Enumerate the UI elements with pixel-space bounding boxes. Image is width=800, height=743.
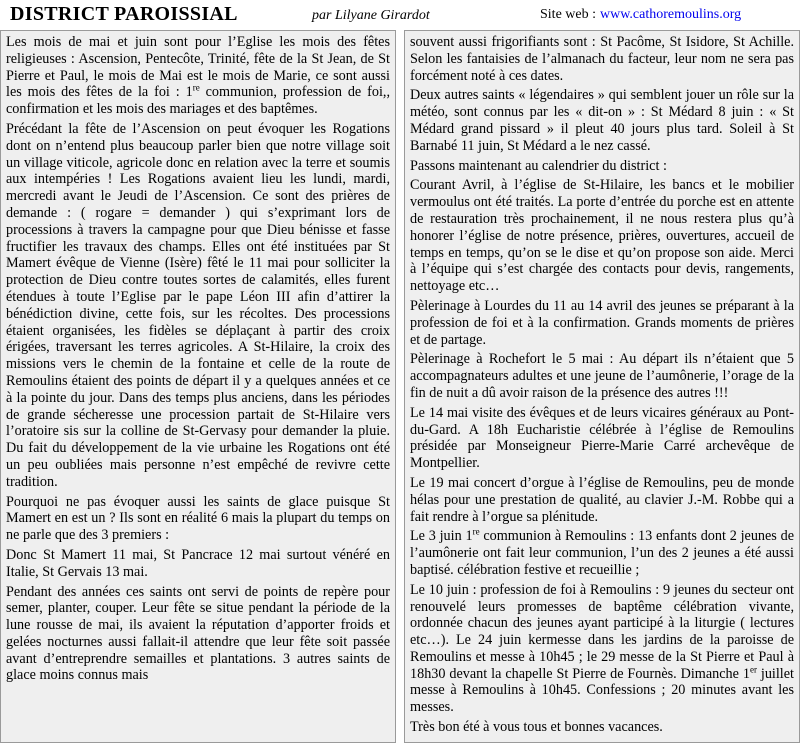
paragraph-text: Passons maintenant au calendrier du district : [410,157,667,174]
paragraph-text: souvent aussi frigorifiants sont : St Pacôme, St Isidore, St Achille. Selon les fantaisies de l’almanach du facteur, leur nom ne sera pas forcément noté à ces dates. [410,34,794,84]
paragraph-text: communion à Remoulins : 13 enfants dont 2 jeunes de l’aumônerie ont fait leur communion, l’un des 2 jeunes a été aussi baptisé. célébration festive et recueillie ; [410,528,794,578]
paragraph-text: Courant Avril, à l’église de St-Hilaire, les bancs et le mobilier vermoulus ont été traités. La porte d’entrée du porche est en attente de restauration très prochainement, il ne nous restera plus qu’à honorer l’église de notre présence, prières, ouvertures, accueil de temps en temps, qu’on se le dise et qu’on propose son aide. Merci à l’équipe qui s’est chargée des contacts pour devis, rangements, nettoyage etc… [410,177,794,295]
paragraph-text: Le 10 juin : profession de foi à Remoulins : 9 jeunes du secteur ont renouvelé leurs promesses de baptême célébration vivante, ordonnée chacun des jeunes ayant participé à la liturgie ( lectures etc…). Le 24 juin kermesse dans les jardins de la paroisse de Remoulins et messe à 10h45 ; le 29 messe de la St Pierre et Paul à 18h30 devant la chapelle St Pierre de Fournès. Dimanche 1 [410,581,794,682]
paragraph [6,34,390,118]
paragraph [6,121,390,491]
paragraph [410,351,794,401]
website-label: Site web : [540,7,596,22]
paragraph [6,547,390,581]
paragraph [410,298,794,348]
paragraph-text: Pèlerinage à Rochefort le 5 mai : Au départ ils n’étaient que 5 accompagnateurs adultes et une jeune de l’aumônerie, l’orage de la fin de nuit a dû avoir raison de la présence des autres !!! [410,351,794,401]
author-byline: par Lilyane Girardot [312,8,430,23]
paragraph-text: Pèlerinage à Lourdes du 11 au 14 avril des jeunes se préparant à la profession de foi et à la confirmation. Grands moments de prières et de partage. [410,297,794,348]
paragraph [410,719,794,736]
paragraph [6,584,390,685]
paragraph [410,87,794,154]
paragraph-text: Précédant la fête de l’Ascension on peut évoquer les Rogations dont on n’entend plus beaucoup parler bien que notre village soit un village viticole, agricole donc en relation avec la terre et soumis aux intempéries ! Les Rogations avaient lieu les lundi, mardi, mercredi avant le Jeudi de l’Ascension. Ce sont des prières de demande : ( rogare = demander ) qui s’exprimant lors de processions à travers la campagne pour que Dieu bénisse et fasse fructifier les travaux des champs. Elles ont été instituées par St Mamert évêque de Vienne (Isère) fêté le 11 mai pour solliciter la protection de Dieu contre toutes sortes de calamités, elles furent étendues à toute l’Eglise par le pape Léon III afin d’attirer la bénédiction divine, cette fois, sur les récoltes. Des processions étaient organisées, les fidèles se déplaçant à partir des croix érigées, traversant les terres agricoles. A St-Hilaire, la croix des missions vers le chemin de la fontaine et celle de la route de Remoulins étaient des points de départ il y a quelques années et ce à la pointe du jour. Dans des temps plus anciens, dans les périodes de grande sécheresse une procession partait de St-Hilaire vers l’oratoire sis sur la colline de St-Gervasy pour demander la pluie. Du fait du développement de la vie urbaine les Rogations ont été un peu oubliées mais personne n’est empêché de revivre cette tradition. [6,120,390,490]
website-line [540,7,741,23]
paragraph-text: Pourquoi ne pas évoquer aussi les saints de glace puisque St Mamert en est un ? Ils sont en réalité 6 mais la plupart du temps on ne parle que des 3 premiers : [6,493,390,544]
paragraph-text: Le 14 mai visite des évêques et de leurs vicaires généraux au Pont-du-Gard. A 18h Eucharistie célébrée à l’église de Remoulins présidée par Monseigneur Pierre-Marie Carré archevêque de Montpellier. [410,404,794,472]
ordinal-superscript: re [192,82,200,93]
paragraph-text: Très bon été à vous tous et bonnes vacances. [410,719,663,736]
left-column [0,30,396,743]
article-columns [0,30,800,743]
paragraph [410,475,794,525]
paragraph-text: Le 3 juin 1 [410,528,473,545]
ordinal-superscript: re [472,526,480,537]
website-link[interactable]: www.cathoremoulins.org [600,7,742,22]
header [0,0,800,30]
paragraph [410,405,794,472]
paragraph-text: Le 19 mai concert d’orgue à l’église de Remoulins, peu de monde hélas pour une prestation de qualité, au clavier J.-M. Robbe qui a fait rendre à l’orgue sa plénitude. [410,474,794,525]
paragraph-text: Donc St Mamert 11 mai, St Pancrace 12 mai surtout vénéré en Italie, St Gervais 13 mai. [6,546,390,580]
paragraph [410,582,794,716]
paragraph [410,158,794,175]
paragraph-text: juillet messe à Remoulins à 10h45. Confessions ; 20 minutes avant les messes. [410,665,794,716]
paragraph-text: Deux autres saints « légendaires » qui semblent jouer un rôle sur la météo, sont connus par les « dit-on » : St Médard 8 juin : « St Médard grand pissard » il pleut 40 jours plus tard. Soleil à St Barnabé 11 juin, St Médard a le nez cassé. [410,87,794,154]
paragraph-text: communion, profession de foi,, confirmation et les mois des mariages et des baptêmes. [6,84,390,118]
paragraph [410,528,794,578]
ordinal-superscript: er [749,663,757,674]
paragraph [410,34,794,84]
page-title: DISTRICT PAROISSIAL [10,3,238,25]
right-column [404,30,800,743]
paragraph-text: Les mois de mai et juin sont pour l’Eglise les mois des fêtes religieuses : Ascension, Pentecôte, Trinité, fête de la St Jean, de St Pierre et Paul, le mois de Mai est le mois de Marie, ce sont aussi les mois des fêtes de la foi : 1 [6,34,390,101]
paragraph [6,494,390,544]
paragraph-text: Pendant des années ces saints ont servi de points de repère pour semer, planter, couper. Leur fête se situe pendant la période de la lune rousse de mai, ils avaient la réputation d’apporter froids et gelées nocturnes aussi fallait-il attendre que leur fête soit passée avant d’entreprendre semailles et plantations. 3 autres saints de glace moins connus mais [6,583,390,684]
paragraph [410,177,794,295]
